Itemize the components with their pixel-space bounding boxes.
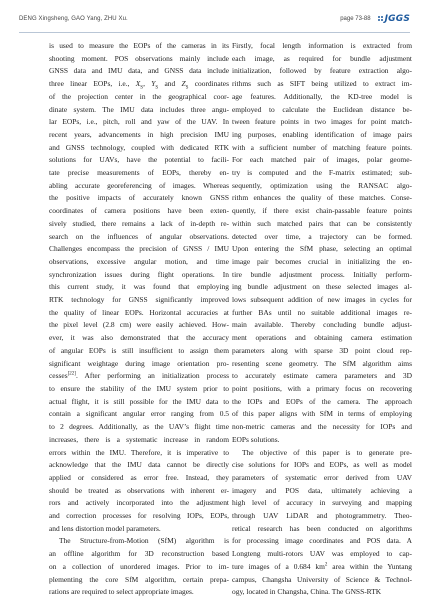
text-line: dinate system. The IMU data includes three angu- [49,104,229,114]
running-header [19,8,410,30]
text-line: lows subsequent addition of new images in cycles for [232,295,412,305]
text-line: to ensure the stability of the IMU system prior to [49,383,229,393]
text-line: tate precise measurements of EOPs, thereby en- [49,168,229,178]
text-line: increases, there is a systematic increase in random [49,434,229,444]
text-line: of angular EOPs is still insufficient to assign them [49,345,229,355]
paragraph [232,40,412,447]
text-line: Longteng multi-rotors UAV was employed to cap- [232,549,412,559]
text-line: ogy, located in Changsha, China. The GNSS-RTK [232,587,382,597]
text-line: sively studied, there remains a lack of in-depth re- [49,218,229,228]
text-line: employed to calculate the Euclidean distance be- [232,104,412,114]
text-line: is used to measure the EOPs of the cameras in its [49,41,229,50]
text-line: ing purposes, enabling identification of image pairs [232,129,412,139]
text-line: ever, it was also demonstrated that the accuracy [49,333,229,343]
header-authors: DENG Xingsheng, GAO Yang, ZHU Xu. [19,16,128,22]
header-rule [19,32,410,33]
header-page-range: page 73-88 [340,16,371,22]
text-line: observations, excessive angular motion, and time [49,256,229,266]
text-line: the positive impacts of accurately known GNSS [49,193,229,203]
text-line: of this paper aligns with SfM in terms of employing [232,409,412,419]
text-line: EOPs solutions. [232,434,280,444]
text-line: through UAV LiDAR and photogrammetry. Theo- [232,511,412,521]
text-line: coordinates of camera positions have been exten- [49,206,229,216]
text-line: to accurately estimate camera parameters and 3D [232,371,412,381]
text-line: parameters along with sparse 3D point cloud rep- [232,345,412,355]
text-line: point positions, with a primary focus on recovering [232,383,412,393]
text-line: image pair becomes crucial in initializing the en- [232,256,412,266]
text-line: sequently, optimization using the RANSAC algo- [232,180,412,190]
text-line: campus, Changsha University of Science & Technol- [232,574,412,584]
text-line: tween feature points in two images for point match- [232,117,412,127]
text-line: For each matched pair of images, polar geome- [232,155,412,165]
text-line: Challenges encompass the precision of GNSS / IMU [49,244,229,254]
text-line: parameters of systematic error derived from UAV [232,472,412,482]
text-line: and lens distortion model parameters. [49,523,161,533]
text-line: abling accurate georeferencing of images. Whereas [49,180,229,190]
paragraph [49,535,229,599]
text-line: errors within the IMU. Therefore, it is imperative to [49,447,229,457]
text-line: with a sufficient number of matching feature points. [232,142,412,152]
text-line: ing bundle adjustment on these selected images al- [232,282,412,292]
text-line: cesses[22]. After performing an initialization process [49,371,229,381]
text-line: shooting moment. POS observations mainly include [49,53,229,63]
text-line: rors and actively incorporated into the adjustment [49,498,229,508]
text-line: three linear EOPs, i.e., $X_S$, $Y_S$ and $Z_S$ coordinates [49,79,229,91]
text-line: ment operations and obtaining camera estimation [232,333,412,343]
text-line: should be treated as observations with inherent er- [49,485,229,495]
text-line: applied or considered as error free. Instead, they [49,472,229,482]
header-right [340,14,410,24]
text-line: this current study, it was found that employing [49,282,229,292]
left-column [49,40,229,599]
text-line: search on the influences of angular observations. [49,231,229,241]
text-line: the quality of linear EOPs. Horizontal accuracies at [49,307,229,317]
text-line: imagery and POS data, ultimately achieving a [232,485,412,495]
text-line: acknowledge that the IMU data cannot be directly [49,460,229,470]
text-line: recent years, advancements in high precision IMU [49,129,229,139]
text-line: actual flight, it is still possible for the IMU data to [49,396,229,406]
journal-logo [378,14,410,24]
text-line: initialization, followed by feature extraction algo- [232,66,412,76]
text-line: tire bundle adjustment process. Initially perform- [232,269,412,279]
text-line: cise solutions for IOPs and EOPs, as well as model [232,460,412,470]
text-line: plementing the core SfM algorithm, certain prepa- [49,574,229,584]
text-line: resenting scene geometry. The SfM algorithm aims [232,358,412,368]
paragraph [232,447,412,599]
text-line: for processing image coordinates and POS data. A [232,536,412,546]
text-line: the pixel level (2.8 cm) were easily achieved. How- [49,320,229,330]
text-line: rithms such as SIFT being utilized to extract im- [232,79,412,89]
text-line: an offline algorithm for 3D reconstruction based [49,549,229,559]
text-line: within such matched pairs that can be consistently [232,218,412,228]
text-line: Upon entering the SfM phase, selecting an optimal [232,244,412,254]
text-line: high level of accuracy in surveying and mapping [232,498,412,508]
text-line: detected over time, a trajectory can be formed. [232,231,412,241]
text-line: main available. Thereby concluding bundle adjust- [232,320,412,330]
text-line: synchronization issues during flight operations. In [49,269,229,279]
logo-dots-icon [378,16,384,22]
text-line: rations are required to select appropriate images. [49,587,194,597]
text-line: solutions for UAVs, have the potential to facili- [49,155,229,165]
text-line: GNSS data and IMU data, and GNSS data include [49,66,229,76]
right-column [232,40,412,599]
text-line: age features. Additionally, the KD-tree model is [232,91,412,101]
text-line: RTK technology for GNSS significantly improved [49,295,229,305]
text-line: significant weightage during image orientation pro- [49,358,229,368]
text-line: each image, as required for bundle adjustment [232,53,412,63]
text-line: of the projection center in the geographical coor- [49,91,229,101]
text-line: non-metric cameras and the necessity for IOPs and [232,422,412,432]
text-line: The objective of this paper is to generate pre- [242,447,412,457]
text-line: the IOPs and EOPs of the camera. The approach [232,396,412,406]
text-line: quently, if there exist chain-passable feature points [232,206,412,216]
text-line: further BAs until no suitable additional images re- [232,307,412,317]
text-line: ture images of a 0.684 $km^2$ area within the Yuntang [232,561,412,571]
text-line: rithm enhances the quality of these matches. Conse- [232,193,412,203]
text-line: Firstly, focal length information is extracted from [232,41,412,50]
text-line: to 2 degrees. Additionally, as the UAV’s flight time [49,422,229,432]
text-line: lar EOPs, i.e., pitch, roll and yaw of the UAV. In [49,117,229,127]
text-line: and GNSS technology, coupled with dedicated RTK [49,142,229,152]
text-line: The Structure-from-Motion (SfM) algorithm is [59,536,229,546]
text-line: on a collection of unordered images. Prior to im- [49,561,229,571]
text-line: retical research has been conducted on algorithms [232,523,412,533]
paragraph [49,40,229,535]
text-line: try is computed and the F-matrix estimated; sub- [232,168,412,178]
logo-text: JGGS [384,14,410,24]
text-line: and correction processes for resolving IOPs, EOPs, [49,511,229,521]
text-line: contain a significant angular error ranging from 0.5 [49,409,229,419]
